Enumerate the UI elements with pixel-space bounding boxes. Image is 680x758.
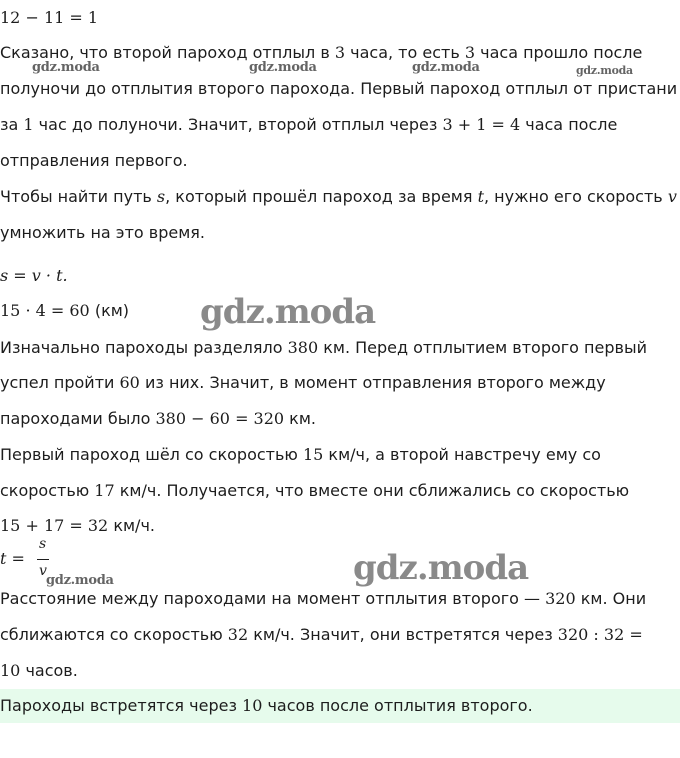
- formula-line: s = v · t.: [0, 266, 68, 285]
- text-line: успел пройти 60 из них. Значит, в момент отправления второго между: [0, 373, 606, 392]
- fraction-denominator: v: [39, 563, 47, 579]
- watermark-logo: gdz.moda: [576, 64, 633, 77]
- text-line: за 1 час до полуночи. Значит, второй отплыл через 3 + 1 = 4 часа после: [0, 115, 618, 134]
- watermark-logo: gdz.moda: [200, 292, 376, 332]
- watermark-logo: gdz.moda: [249, 60, 317, 75]
- text-line: Первый пароход шёл со скоростью 15 км/ч, а второй навстречу ему со: [0, 445, 601, 464]
- answer-text: Пароходы встретятся через 10 часов после отплытия второго.: [0, 696, 533, 715]
- text-line: 10 часов.: [0, 661, 78, 680]
- equation-line: 12 − 11 = 1: [0, 8, 99, 27]
- text-line: умножить на это время.: [0, 223, 205, 242]
- text-line: Чтобы найти путь s, который прошёл пароход за время t, нужно его скорость v: [0, 187, 677, 206]
- text-line: Расстояние между пароходами на момент отплытия второго — 320 км. Они: [0, 589, 647, 608]
- text-line: полуночи до отплытия второго парохода. Первый пароход отплыл от пристани: [0, 79, 678, 98]
- text-line: Сказано, что второй пароход отплыл в 3 часа, то есть 3 часа прошло после: [0, 43, 643, 62]
- fraction-numerator: s: [39, 536, 47, 552]
- watermark-logo: gdz.moda: [353, 548, 529, 588]
- text-line: сближаются со скоростью 32 км/ч. Значит, они встретятся через 320 : 32 =: [0, 625, 643, 644]
- fraction-bar: [37, 559, 49, 560]
- text-line: Изначально пароходы разделяло 380 км. Перед отплытием второго первый: [0, 338, 647, 357]
- text-line: отправления первого.: [0, 151, 188, 170]
- answer-box: [0, 689, 680, 723]
- text-line: пароходами было 380 − 60 = 320 км.: [0, 409, 316, 428]
- text-line: скоростью 17 км/ч. Получается, что вместе они сближались со скоростью: [0, 481, 630, 500]
- watermark-logo: gdz.moda: [32, 60, 100, 75]
- equation-line: 15 · 4 = 60 (км): [0, 301, 130, 320]
- equation-line: 15 + 17 = 32 км/ч.: [0, 516, 155, 535]
- fraction-lhs: t =: [0, 549, 25, 568]
- watermark-logo: gdz.moda: [412, 60, 480, 75]
- watermark-logo: gdz.moda: [46, 573, 114, 588]
